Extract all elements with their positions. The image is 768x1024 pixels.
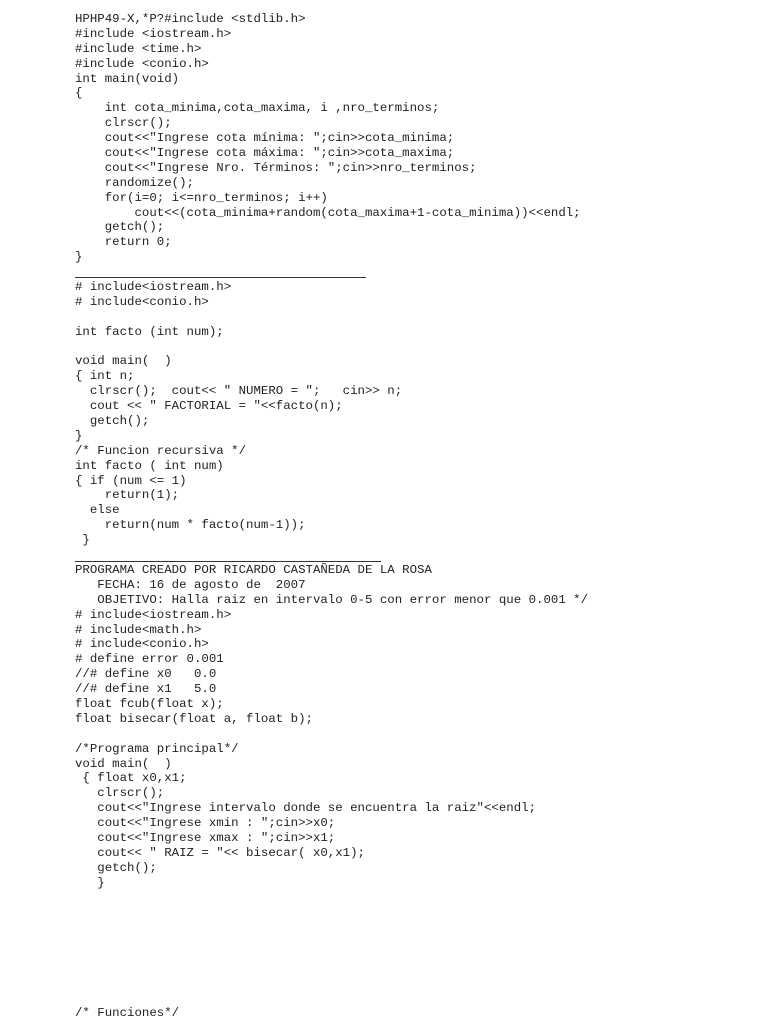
code-line: float bisecar(float a, float b); [75,711,313,726]
separator-line [75,277,366,278]
code-line: cout << " FACTORIAL = "<<facto(n); [75,399,343,414]
code-line: clrscr(); [75,116,172,131]
code-line: HPHP49-X,*P?#include <stdlib.h> [75,12,306,26]
code-line: { [75,86,83,101]
code-line: int facto (int num); [75,324,224,339]
code-line: getch(); [75,860,157,875]
code-line: # include<conio.h> [75,637,209,652]
code-block-random-numbers [75,12,581,265]
code-line: /* Funcion recursiva */ [75,443,247,458]
code-line: else [75,503,120,518]
code-line: PROGRAMA CREADO POR RICARDO CASTAÑEDA DE LA ROSA [75,563,432,577]
code-block-factorial [75,280,402,548]
code-line: OBJETIVO: Halla raiz en intervalo 0-5 con error menor que 0.001 */ [75,592,589,607]
code-line: clrscr(); cout<< " NUMERO = "; cin>> n; [75,384,403,399]
code-line: cout<<"Ingrese xmin : ";cin>>x0; [75,816,336,831]
code-line: /* Funciones*/ [75,1006,180,1020]
code-line [75,340,402,355]
code-line: //# define x1 5.0 [75,682,217,697]
code-line: #include <iostream.h> [75,26,232,41]
code-line: # include<math.h> [75,622,202,637]
code-line: void main( ) [75,354,172,369]
code-line: #include <conio.h> [75,56,209,71]
code-line: } [75,875,105,890]
code-line: # include<conio.h> [75,294,209,309]
code-line: # include<iostream.h> [75,280,232,294]
code-line: cout<<(cota_minima+random(cota_maxima+1-cota_minima))<<endl; [75,205,581,220]
code-line: randomize(); [75,175,194,190]
code-line [75,727,588,742]
code-line: } [75,533,90,548]
code-line: int cota_minima,cota_maxima, i ,nro_terminos; [75,101,440,116]
code-line: cout<< " RAIZ = "<< bisecar( x0,x1); [75,845,365,860]
code-line: #include <time.h> [75,41,202,56]
code-block-bisection [75,563,588,891]
code-line: cout<<"Ingrese Nro. Términos: ";cin>>nro_terminos; [75,160,477,175]
code-line: cout<<"Ingrese cota máxima: ";cin>>cota_maxima; [75,146,455,161]
code-line: # include<iostream.h> [75,607,232,622]
code-line: return(1); [75,488,180,503]
code-line: { int n; [75,369,135,384]
code-line: getch(); [75,220,165,235]
code-line: # define error 0.001 [75,652,224,667]
code-line: } [75,428,83,443]
code-line: //# define x0 0.0 [75,667,217,682]
code-line [75,310,402,325]
code-line: /*Programa principal*/ [75,741,239,756]
code-block-functions-comment [75,1006,179,1021]
code-line: int main(void) [75,71,180,86]
code-line: { float x0,x1; [75,771,187,786]
code-line: cout<<"Ingrese intervalo donde se encuentra la raiz"<<endl; [75,801,537,816]
code-line: for(i=0; i<=nro_terminos; i++) [75,190,328,205]
code-line: clrscr(); [75,786,165,801]
code-line: void main( ) [75,756,172,771]
code-line: float fcub(float x); [75,697,224,712]
code-line: { if (num <= 1) [75,473,187,488]
separator-line [75,561,381,562]
code-line: cout<<"Ingrese cota mínima: ";cin>>cota_minima; [75,131,455,146]
code-line: cout<<"Ingrese xmax : ";cin>>x1; [75,831,336,846]
code-line: int facto ( int num) [75,458,224,473]
code-line: FECHA: 16 de agosto de 2007 [75,577,306,592]
code-line: } [75,250,83,265]
code-line: return(num * facto(num-1)); [75,518,306,533]
code-line: return 0; [75,235,172,250]
code-line: getch(); [75,414,150,429]
